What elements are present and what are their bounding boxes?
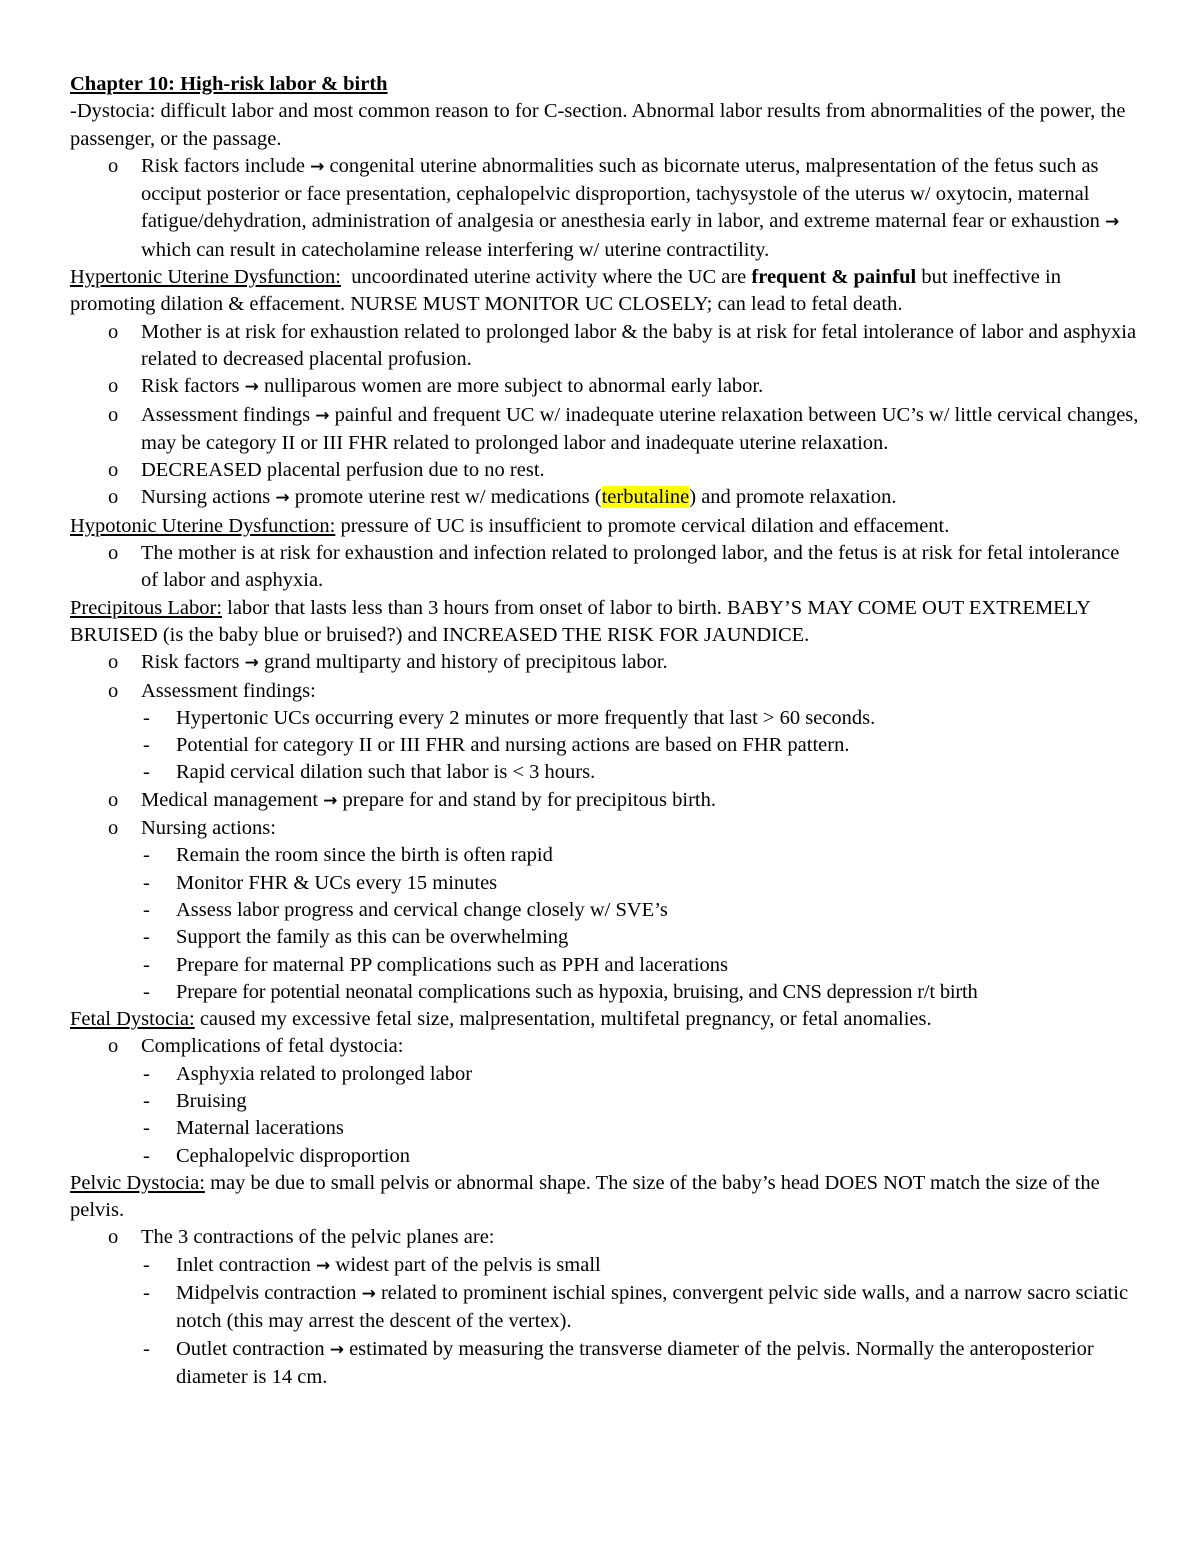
dash-marker: - <box>143 734 150 757</box>
bullet-marker: o <box>108 403 119 426</box>
bullet-marker: o <box>108 1035 119 1058</box>
arrow-icon: → <box>361 1284 376 1305</box>
sub-list-item: - Asphyxia related to prolonged labor <box>70 1061 1140 1088</box>
dash-marker: - <box>143 1253 150 1276</box>
arrow-icon: → <box>244 377 259 398</box>
sub-list-item: - Remain the room since the birth is often rapid <box>70 842 1140 869</box>
arrow-icon: → <box>244 653 259 674</box>
pelvic-dystocia-paragraph: Pelvic Dystocia: may be due to small pelvis or abnormal shape. The size of the baby’s head DOES NOT match the size of the pelvis. <box>70 1171 1100 1222</box>
precipitous-paragraph: Precipitous Labor: labor that lasts less than 3 hours from onset of labor to birth. BABY’S MAY COME OUT EXTREMELY BRUISED (is the baby blue or bruised?) and INCREASED THE RISK FOR JAUNDICE. <box>70 596 1091 646</box>
sub-list-item: - Rapid cervical dilation such that labor is < 3 hours. <box>70 759 1140 786</box>
dash-marker: - <box>143 953 150 976</box>
dash-marker: - <box>143 898 150 921</box>
bullet-marker: o <box>108 486 119 509</box>
arrow-icon: → <box>323 790 338 811</box>
sub-list-item: - Inlet contraction → widest part of the pelvis is small <box>70 1252 1140 1280</box>
dash-marker: - <box>143 844 150 867</box>
list-item: o Assessment findings: <box>70 678 1140 705</box>
sub-list-item: - Potential for category II or III FHR and nursing actions are based on FHR pattern. <box>70 732 1140 759</box>
sub-list-item: - Prepare for maternal PP complications such as PPH and lacerations <box>70 952 1140 979</box>
dash-marker: - <box>143 1282 150 1305</box>
bullet-marker: o <box>108 375 119 398</box>
list-item: o Complications of fetal dystocia: <box>70 1033 1140 1060</box>
page-title <box>70 71 1140 98</box>
list-item: o Risk factors include → congenital uterine abnormalities such as bicornate uterus, malpresentation of the fetus such as occiput posterior or face presentation, cephalopelvic disproportion, tachysystole of the uterus w/ oxytocin, maternal fatigue/dehydration, administration of analgesia or anesthesia early in labor, and extreme maternal fear or exhaustion → which can result in catecholamine release interfering w/ uterine contractility. <box>108 154 1120 261</box>
sub-list-item: - Outlet contraction → estimated by measuring the transverse diameter of the pelvis. Normally the anteroposterior diameter is 14 cm. <box>143 1337 1094 1388</box>
arrow-icon: → <box>310 156 325 177</box>
bullet-marker: o <box>108 154 119 177</box>
sub-list-item: - Support the family as this can be overwhelming <box>70 924 1140 951</box>
sub-list-item: - Hypertonic UCs occurring every 2 minutes or more frequently that last > 60 seconds. <box>70 705 1140 732</box>
section-heading: Hypertonic Uterine Dysfunction: <box>70 266 341 289</box>
sub-list-item: - Monitor FHR & UCs every 15 minutes <box>70 870 1140 897</box>
sub-list-item: - Prepare for potential neonatal complications such as hypoxia, bruising, and CNS depression r/t birth <box>70 979 1140 1006</box>
sub-list-item: - Maternal lacerations <box>70 1115 1140 1142</box>
arrow-icon: → <box>329 1339 344 1360</box>
list-item: o The mother is at risk for exhaustion and infection related to prolonged labor, and the fetus is at risk for fetal intolerance of labor and asphyxia. <box>108 542 1120 592</box>
sub-list-item: - Midpelvis contraction → related to prominent ischial spines, convergent pelvic side walls, and a narrow sacro sciatic notch (this may arrest the descent of the vertex). <box>143 1282 1129 1333</box>
dash-marker: - <box>143 761 150 784</box>
bullet-marker: o <box>108 651 119 674</box>
chapter-title: Chapter 10: High-risk labor & birth <box>70 73 388 95</box>
list-item: o Assessment findings → painful and frequent UC w/ inadequate uterine relaxation between UC’s w/ little cervical changes, may be category II or III FHR related to prolonged labor and inadequate uterine relaxation. <box>108 403 1139 454</box>
sub-list-item: - Cephalopelvic disproportion <box>70 1143 1140 1170</box>
list-item: o Risk factors → grand multiparty and history of precipitous labor. <box>70 649 1140 677</box>
dash-marker: - <box>143 1089 150 1112</box>
dash-marker: - <box>143 1117 150 1140</box>
list-item: o The 3 contractions of the pelvic planes are: <box>70 1224 1140 1251</box>
arrow-icon: → <box>315 405 330 426</box>
bullet-marker: o <box>108 542 119 565</box>
bullet-marker: o <box>108 817 119 840</box>
dash-marker: - <box>143 706 150 729</box>
list-item: o Nursing actions: <box>70 815 1140 842</box>
bullet-marker: o <box>108 320 119 343</box>
arrow-icon: → <box>316 1255 331 1276</box>
sub-list-item: - Bruising <box>70 1088 1140 1115</box>
dash-marker: - <box>143 926 150 949</box>
dash-marker: - <box>143 871 150 894</box>
bullet-marker: o <box>108 788 119 811</box>
sub-list-item: - Assess labor progress and cervical change closely w/ SVE’s <box>70 897 1140 924</box>
list-item: o Nursing actions → promote uterine rest w/ medications (terbutaline) and promote relaxation. <box>70 484 1140 512</box>
intro-paragraph: -Dystocia: difficult labor and most common reason to for C-section. Abnormal labor results from abnormalities of the power, the passenger, or the passage. <box>70 100 1126 150</box>
emphasis: frequent & painful <box>751 266 917 289</box>
section-heading: Pelvic Dystocia: <box>70 1171 205 1194</box>
fetal-dystocia-paragraph: Fetal Dystocia: caused my excessive fetal size, malpresentation, multifetal pregnancy, or fetal anomalies. <box>70 1008 932 1031</box>
bullet-marker: o <box>108 1226 119 1249</box>
arrow-icon: → <box>1105 212 1120 233</box>
list-item: o Risk factors → nulliparous women are more subject to abnormal early labor. <box>70 373 1140 401</box>
dash-marker: - <box>143 1144 150 1167</box>
arrow-icon: → <box>275 488 290 509</box>
list-item: o DECREASED placental perfusion due to no rest. <box>70 457 1140 484</box>
hypertonic-paragraph: Hypertonic Uterine Dysfunction: uncoordinated uterine activity where the UC are frequent & painful but ineffective in promoting dilation & effacement. NURSE MUST MONITOR UC CLOSELY; can lead to fetal death. <box>70 266 1061 316</box>
list-item: o Mother is at risk for exhaustion related to prolonged labor & the baby is at risk for fetal intolerance of labor and asphyxia related to decreased placental profusion. <box>108 320 1137 370</box>
section-heading: Fetal Dystocia: <box>70 1008 195 1031</box>
list-item: o Medical management → prepare for and stand by for precipitous birth. <box>70 787 1140 815</box>
section-heading: Precipitous Labor: <box>70 596 223 619</box>
bullet-marker: o <box>108 459 119 482</box>
dash-marker: - <box>143 1062 150 1085</box>
section-heading: Hypotonic Uterine Dysfunction: <box>70 514 336 537</box>
highlighted-term: terbutaline <box>601 486 690 509</box>
hypotonic-paragraph: Hypotonic Uterine Dysfunction: pressure of UC is insufficient to promote cervical dilation and effacement. <box>70 514 950 537</box>
dash-marker: - <box>143 980 150 1003</box>
bullet-marker: o <box>108 679 119 702</box>
dash-marker: - <box>143 1337 150 1360</box>
